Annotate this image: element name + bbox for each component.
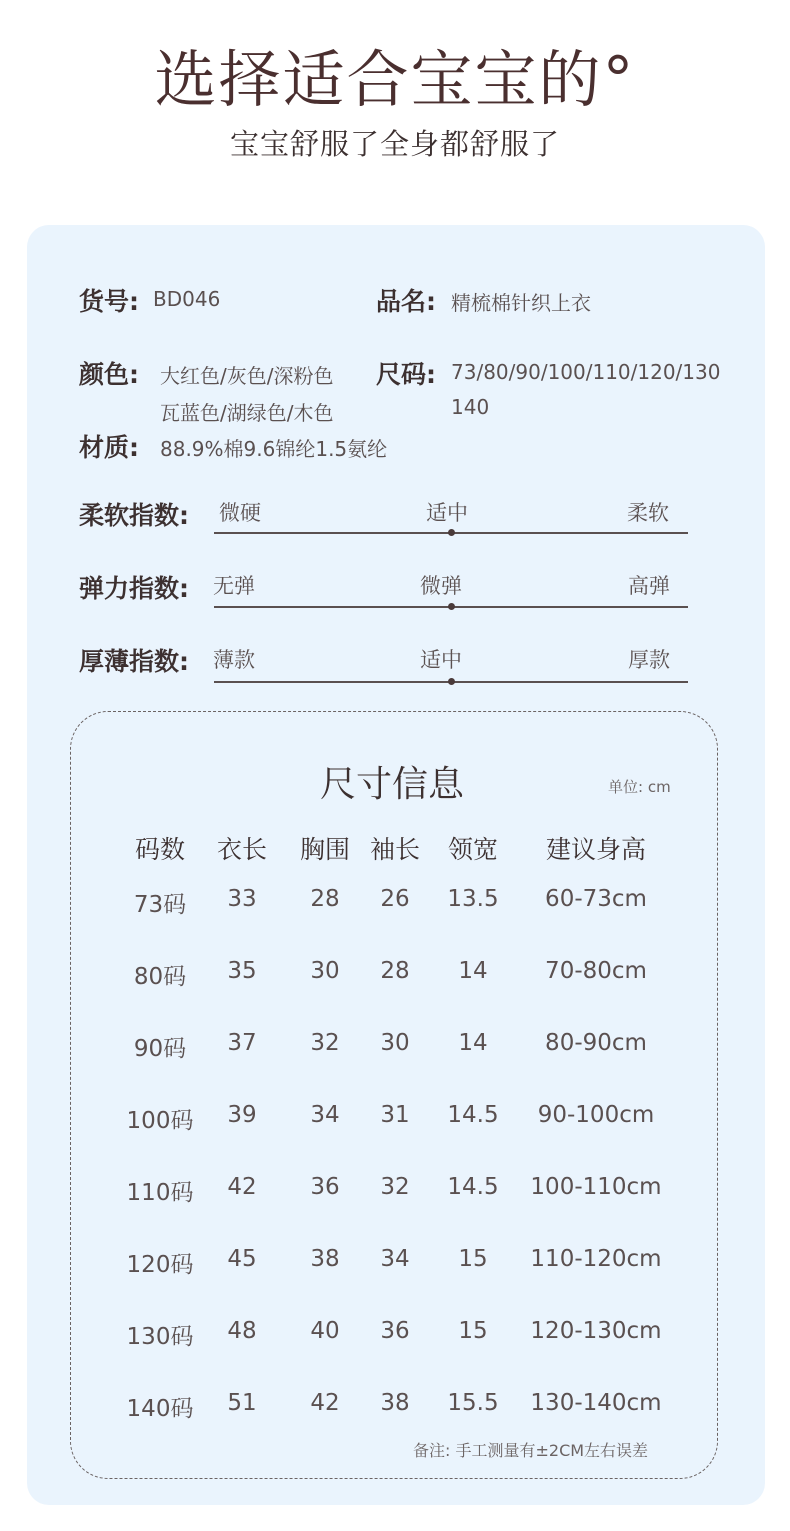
material-value: 88.9%棉9.6锦纶1.5氨纶: [160, 437, 388, 461]
elasticity-min: 无弹: [213, 574, 255, 598]
sleeve-cell: 32: [380, 1174, 410, 1200]
col-sleeve-header: 袖长: [369, 835, 421, 864]
elasticity-mid: 微弹: [420, 574, 462, 598]
sleeve-cell: 34: [380, 1246, 410, 1272]
sleeve-cell: 31: [380, 1102, 410, 1128]
length-cell: 39: [227, 1102, 257, 1128]
page-subtitle: 宝宝舒服了全身都舒服了: [229, 127, 560, 161]
thickness-index-label: 厚薄指数:: [79, 647, 189, 676]
size-cell: 120码: [126, 1252, 194, 1278]
sleeve-cell: 30: [380, 1030, 410, 1056]
chest-cell: 30: [310, 958, 340, 984]
softness-index-label: 柔软指数:: [79, 501, 189, 530]
length-cell: 42: [227, 1174, 257, 1200]
col-chest-header: 胸围: [299, 835, 351, 864]
product-name-label: 品名:: [376, 287, 436, 316]
elasticity-max: 高弹: [628, 574, 670, 598]
collar-cell: 14.5: [447, 1102, 499, 1128]
softness-mid: 适中: [426, 501, 468, 525]
col-height-header: 建议身高: [545, 835, 647, 864]
height-cell: 90-100cm: [537, 1102, 655, 1128]
collar-cell: 15.5: [447, 1390, 499, 1416]
sleeve-cell: 36: [380, 1318, 410, 1344]
col-size-header: 码数: [134, 835, 186, 864]
measurement-note: 备注: 手工测量有±2CM左右误差: [413, 1441, 649, 1460]
height-cell: 60-73cm: [545, 886, 647, 912]
sleeve-cell: 28: [380, 958, 410, 984]
length-cell: 51: [227, 1390, 257, 1416]
color-value-line2: 瓦蓝色/湖绿色/木色: [160, 401, 334, 425]
chest-cell: 36: [310, 1174, 340, 1200]
size-value-line2: 140: [451, 395, 490, 419]
size-info-title: 尺寸信息: [320, 764, 465, 805]
thickness-mid: 适中: [420, 648, 462, 672]
height-cell: 80-90cm: [545, 1030, 647, 1056]
collar-cell: 14: [458, 1030, 488, 1056]
color-value-line1: 大红色/灰色/深粉色: [160, 364, 334, 388]
size-info-box: [70, 711, 718, 1479]
softness-scale-marker: [448, 529, 455, 536]
height-cell: 130-140cm: [530, 1390, 662, 1416]
chest-cell: 32: [310, 1030, 340, 1056]
collar-cell: 15: [458, 1246, 488, 1272]
chest-cell: 42: [310, 1390, 340, 1416]
item-no-label: 货号:: [79, 287, 139, 316]
thickness-max: 厚款: [628, 648, 670, 672]
chest-cell: 38: [310, 1246, 340, 1272]
softness-max: 柔软: [627, 501, 669, 525]
length-cell: 35: [227, 958, 257, 984]
height-cell: 120-130cm: [530, 1318, 662, 1344]
height-cell: 70-80cm: [545, 958, 647, 984]
length-cell: 37: [227, 1030, 257, 1056]
length-cell: 33: [227, 886, 257, 912]
softness-min: 微硬: [219, 501, 261, 525]
chest-cell: 28: [310, 886, 340, 912]
chest-cell: 40: [310, 1318, 340, 1344]
collar-cell: 14: [458, 958, 488, 984]
col-length-header: 衣长: [216, 835, 268, 864]
size-label: 尺码:: [376, 360, 436, 389]
material-label: 材质:: [79, 433, 139, 462]
sleeve-cell: 26: [380, 886, 410, 912]
chest-cell: 34: [310, 1102, 340, 1128]
sleeve-cell: 38: [380, 1390, 410, 1416]
size-value-line1: 73/80/90/100/110/120/130: [451, 360, 721, 384]
collar-cell: 13.5: [447, 886, 499, 912]
size-cell: 90码: [133, 1036, 187, 1062]
unit-label: 单位: cm: [608, 778, 671, 796]
height-cell: 110-120cm: [530, 1246, 662, 1272]
size-cell: 110码: [126, 1180, 194, 1206]
thickness-scale-marker: [448, 678, 455, 685]
page-title: 选择适合宝宝的°: [154, 43, 636, 116]
height-cell: 100-110cm: [530, 1174, 662, 1200]
length-cell: 45: [227, 1246, 257, 1272]
item-no-value: BD046: [153, 287, 221, 311]
elasticity-index-label: 弹力指数:: [79, 574, 189, 603]
size-cell: 80码: [133, 964, 187, 990]
product-name-value: 精梳棉针织上衣: [451, 291, 591, 315]
col-collar-header: 领宽: [447, 835, 499, 864]
collar-cell: 15: [458, 1318, 488, 1344]
color-label: 颜色:: [79, 360, 139, 389]
size-cell: 73码: [133, 892, 187, 918]
length-cell: 48: [227, 1318, 257, 1344]
collar-cell: 14.5: [447, 1174, 499, 1200]
size-cell: 100码: [126, 1108, 194, 1134]
size-cell: 140码: [126, 1396, 194, 1422]
size-cell: 130码: [126, 1324, 194, 1350]
elasticity-scale-marker: [448, 603, 455, 610]
thickness-min: 薄款: [213, 648, 255, 672]
